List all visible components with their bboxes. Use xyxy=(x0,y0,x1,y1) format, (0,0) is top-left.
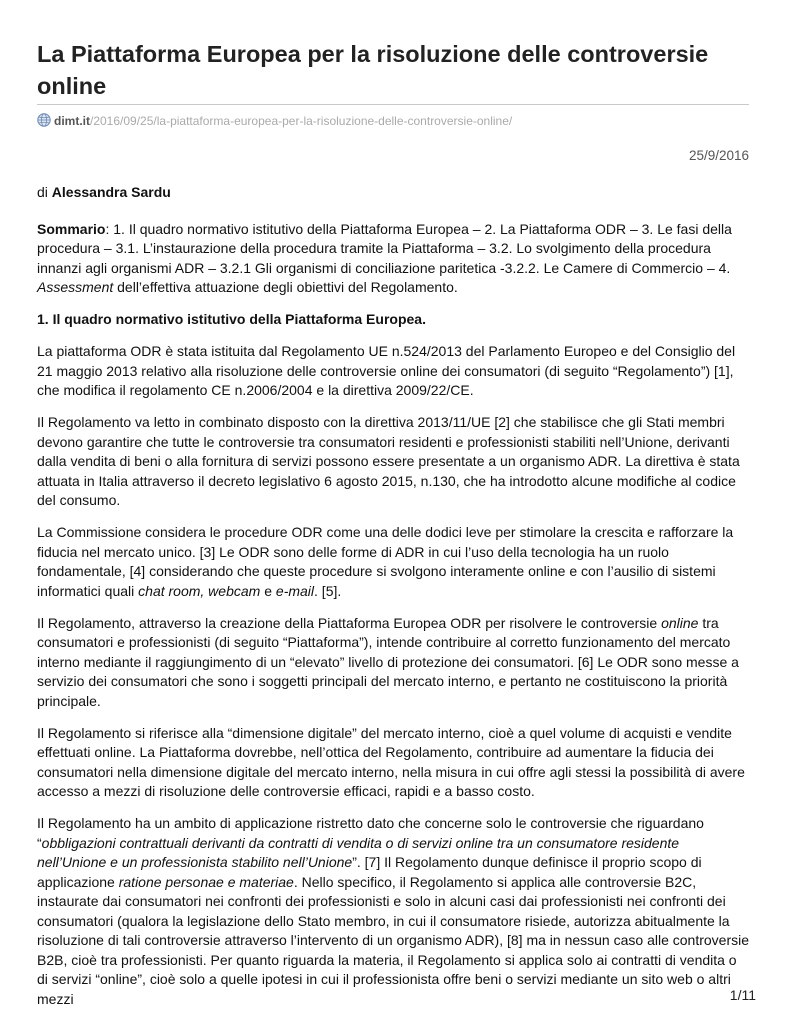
paragraph-1: La piattaforma ODR è stata istituita dal Regolamento UE n.524/2013 del Parlamento Europeo e del Consiglio del 21 maggio 2013 relativo alla risoluzione delle controversie online dei consumatori (di seguito “Regolamento”) [1], che modifica il regolamento CE n.2006/2004 e la direttiva 2009/22/CE. xyxy=(37,343,736,398)
p6-text: Il Regolamento ha un ambito di applicazione ristretto dato che concerne solo le controversie che riguardano “ xyxy=(37,815,704,851)
paragraph-3 xyxy=(37,523,749,601)
summary-text-end: dell’effettiva attuazione degli obiettivi del Regolamento. xyxy=(113,279,458,295)
p6-mid: ”. [7] Il Regolamento dunque definisce il proprio scopo di applicazione xyxy=(37,854,702,890)
author-prefix: di xyxy=(37,184,52,200)
paragraph-5: Il Regolamento si riferisce alla “dimensione digitale” del mercato interno, cioè a quel volume di acquisti e vendite effettuati online. La Piattaforma dovrebbe, nell’ottica del Regolamento, contribuire ad aumentare la fiducia dei consumatori nella dimensione digitale del mercato interno, nella misura in cui offre agli stessi la possibilità di avere accesso a mezzi di risoluzione delle controversie efficaci, rapidi e a basso costo. xyxy=(37,724,745,799)
p6-text-end: . Nello specifico, il Regolamento si applica alle controversie B2C, instaurate dai consumatori nei confronti dei professionisti e solo in alcuni casi dai professionisti nei confronti dei consumatori (qualora la legislazione dello Stato membro, in cui il consumatore risiede, autorizza abitualmente la risoluzione di tali controversie attraverso l’intervento di un organismo ADR), [8] ma in nessun caso alle controversie B2B, cioè tra professionisti. Per quanto riguarda la materia, il Regolamento si applica solo ai contratti di vendita o di servizi “online”, cioè solo a quelle ipotesi in cui il professionista offre beni o servizi mediante un sito web o altri mezzi xyxy=(37,873,750,1007)
source-link[interactable] xyxy=(37,113,512,129)
paragraph-2: Il Regolamento va letto in combinato disposto con la direttiva 2013/11/UE [2] che stabilisce che gli Stati membri devono garantire che tutte le controversie tra consumatori residenti e professionisti stabiliti nell’Unione, derivanti dalla vendita di beni o alla fornitura di servizi possono essere presentate a un organismo ADR. La direttiva è stata attuata in Italia attraverso il decreto legislativo 6 agosto 2015, n.130, che ha introdotto alcune modifiche al codice del consumo. xyxy=(37,414,740,508)
summary-paragraph xyxy=(37,220,749,298)
author-line xyxy=(37,183,749,203)
p3-text-end: . [5]. xyxy=(314,582,342,599)
author-name: Alessandra Sardu xyxy=(51,184,171,200)
p6-italic-1: obbligazioni contrattuali derivanti da contratti di vendita o di servizi online tra un consumatore residente nell’Unione e un professionista stabilito nell’Unione xyxy=(37,834,680,870)
p3-mid: e xyxy=(260,582,276,599)
p4-italic: online xyxy=(661,614,699,631)
p4-text: Il Regolamento, attraverso la creazione della Piattaforma Europea ODR per risolvere le controversie xyxy=(37,614,662,631)
publish-date: 25/9/2016 xyxy=(688,148,749,163)
paragraph-6 xyxy=(37,814,749,1009)
p3-text: La Commissione considera le procedure ODR come una delle dodici leve per stimolare la crescita e rafforzare la fiducia nel mercato unico. [3] Le ODR sono delle forme di ADR in cui l’uso della tecnologia ha un ruolo fondamentale, [4] considerando che queste procedure si svolgono interamente online e con l’ausilio di sistemi informatici quali xyxy=(37,524,734,599)
p3-italic-1: chat room, webcam xyxy=(138,582,261,599)
page-number: 1/11 xyxy=(729,987,756,1003)
title-divider xyxy=(37,104,749,105)
p3-italic-2: e-mail xyxy=(275,582,315,599)
p4-text-end: tra consumatori e professionisti (di seguito “Piattaforma”), intende contribuire al corretto funzionamento del mercato interno mediante il raggiungimento di un “elevato” livello di protezione dei consumatori. [6] Le ODR sono messe a servizio dei consumatori che sono i soggetti principali del mercato interno, e pertanto ne costituiscono la priorità principale. xyxy=(37,614,739,709)
article-body xyxy=(37,183,749,1022)
summary-text: : 1. Il quadro normativo istitutivo della Piattaforma Europea – 2. La Piattaforma ODR – 3. Le fasi della procedura – 3.1. L’instaurazione della procedura tramite la Piattaforma – 3.2. Lo svolgimento della procedura innanzi agli organismi ADR – 3.2.1 Gli organismi di conciliazione paritetica -3.2.2. Le Camere di Commercio – 4. xyxy=(37,220,732,276)
source-path: /2016/09/25/la-piattaforma-europea-per-la-risoluzione-delle-controversie-online/ xyxy=(90,114,513,128)
paragraph-4 xyxy=(37,614,749,712)
section-heading: 1. Il quadro normativo istitutivo della Piattaforma Europea. xyxy=(37,311,426,327)
source-host: dimt.it xyxy=(54,114,90,128)
globe-icon xyxy=(37,113,51,127)
summary-label: Sommario xyxy=(37,220,106,237)
page-title: La Piattaforma Europea per la risoluzione delle controversie online xyxy=(37,41,709,99)
summary-italic: Assessment xyxy=(37,279,114,295)
p6-italic-2: ratione personae e materiae xyxy=(118,873,294,890)
